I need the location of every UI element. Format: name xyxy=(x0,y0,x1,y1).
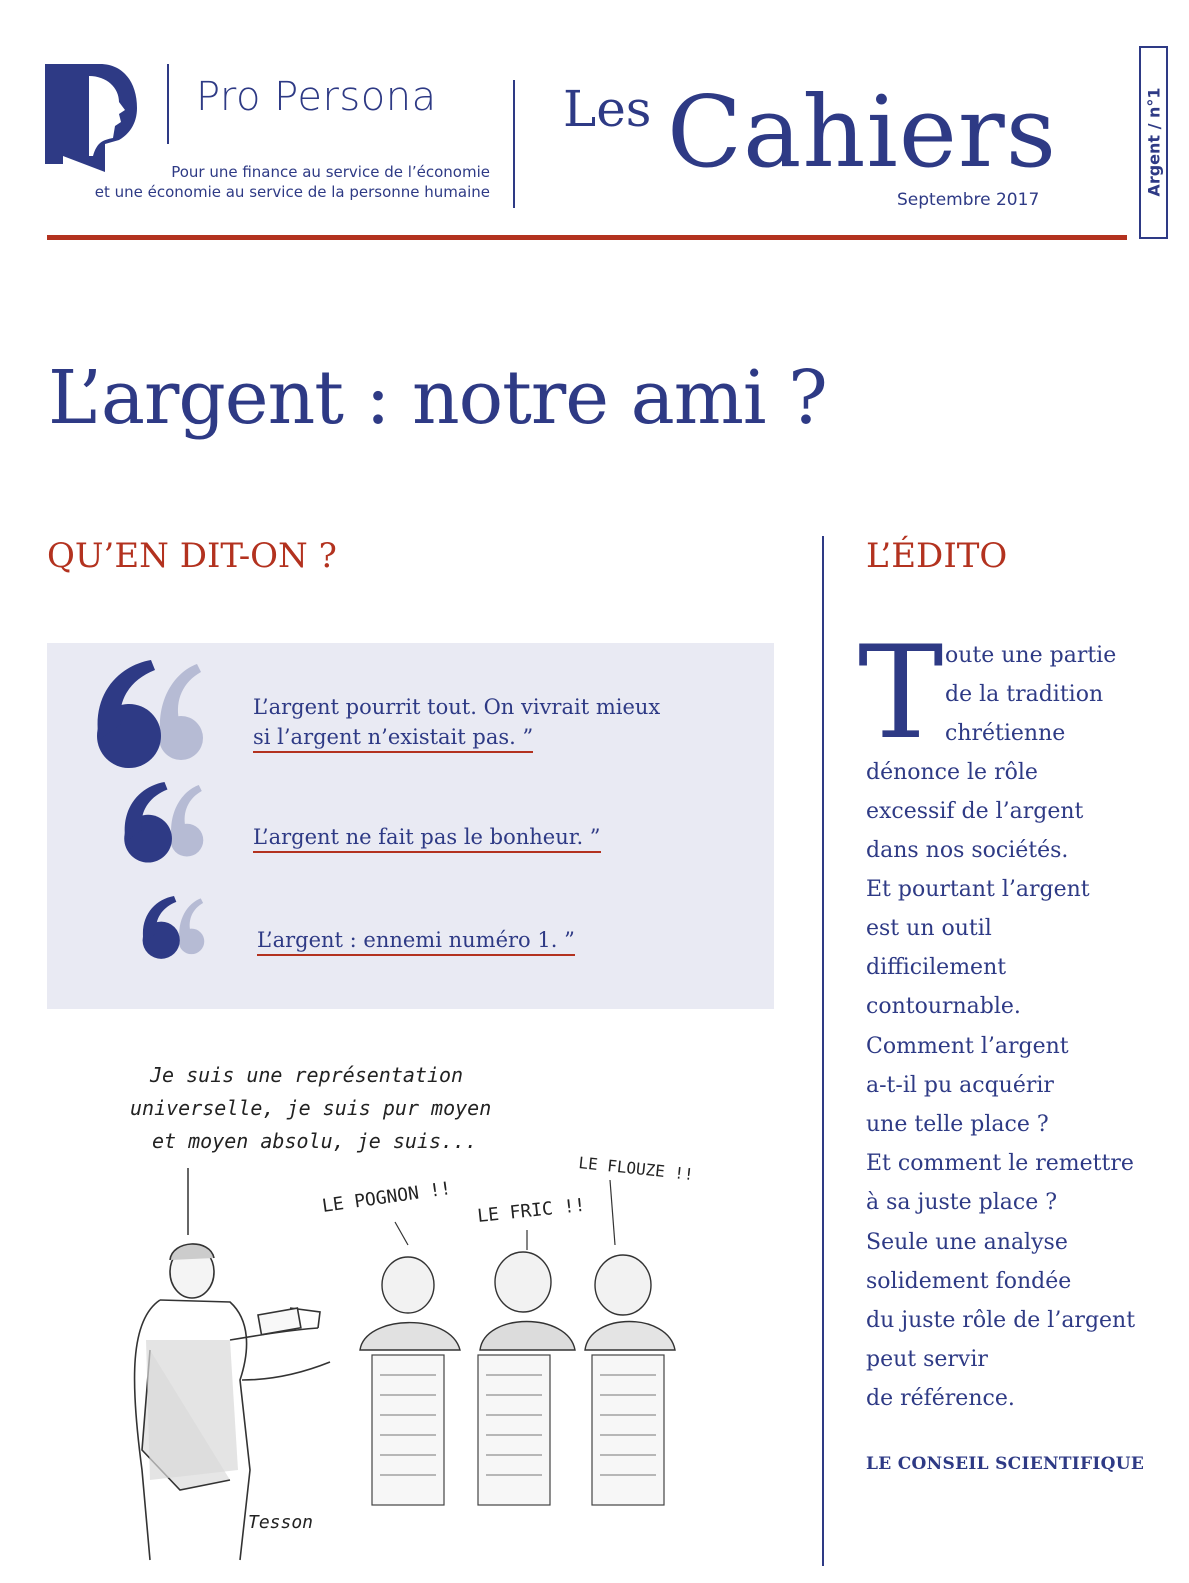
edito-line: est un outil xyxy=(866,916,992,941)
masthead-les: Les xyxy=(563,80,652,138)
header-separator xyxy=(513,80,515,208)
section-heading-edito: L’ÉDITO xyxy=(866,536,1008,576)
quote-2 xyxy=(253,822,601,852)
edito-line: une telle place ? xyxy=(866,1112,1049,1137)
edito-line: oute une partie xyxy=(945,643,1117,668)
edito-line: dans nos sociétés. xyxy=(866,838,1069,863)
edito-line: de la tradition xyxy=(945,682,1104,707)
quote-mark-icon xyxy=(95,660,207,770)
pro-persona-logo-icon xyxy=(45,64,140,172)
issue-date: Septembre 2017 xyxy=(897,190,1040,210)
quote-mark-icon xyxy=(122,782,207,864)
edito-line: Comment l’argent xyxy=(866,1034,1069,1059)
edito-line: solidement fondée xyxy=(866,1269,1072,1294)
edito-line: Et pourtant l’argent xyxy=(866,877,1090,902)
quote-3-line-1: L’argent : ennemi numéro 1. ” xyxy=(257,928,575,956)
edito-line: de référence. xyxy=(866,1386,1015,1411)
tagline-line: et une économie au service de la personne humaine xyxy=(94,183,490,201)
edito-line: peut servir xyxy=(866,1347,988,1372)
masthead-cahiers: Cahiers xyxy=(667,76,1058,190)
edito-signature: LE CONSEIL SCIENTIFIQUE xyxy=(866,1454,1145,1474)
edito-line: difficilement xyxy=(866,955,1007,980)
brand-name: Pro Persona xyxy=(196,74,437,120)
cartoon-speech-line: universelle, je suis pur moyen xyxy=(130,1096,492,1120)
logo-separator xyxy=(167,64,169,144)
cartoon-illustration xyxy=(90,1050,740,1565)
edito-line: à sa juste place ? xyxy=(866,1190,1058,1215)
section-heading-quotes: QU’EN DIT-ON ? xyxy=(47,536,337,576)
header-rule xyxy=(47,235,1127,240)
page-title: L’argent : notre ami ? xyxy=(48,355,827,441)
issue-label: Argent / n°1 xyxy=(1144,87,1164,197)
edito-line: chrétienne xyxy=(945,721,1066,746)
quote-3 xyxy=(257,925,575,955)
cartoon-speech-line: Je suis une représentation xyxy=(150,1063,464,1087)
cartoon-shout: LE FRIC !! xyxy=(476,1194,587,1227)
cartoon-shout: LE FLOUZE !! xyxy=(577,1153,695,1185)
edito-line: du juste rôle de l’argent xyxy=(866,1308,1136,1333)
tagline-line: Pour une finance au service de l’économie xyxy=(171,163,490,181)
quote-mark-icon xyxy=(141,896,207,960)
quote-2-line-1: L’argent ne fait pas le bonheur. ” xyxy=(253,825,601,853)
edito-line: a-t-il pu acquérir xyxy=(866,1073,1054,1098)
edito-line: Et comment le remettre xyxy=(866,1151,1134,1176)
quote-1-line-1: L’argent pourrit tout. On vivrait mieux xyxy=(253,695,661,719)
quote-1-line-2: si l’argent n’existait pas. ” xyxy=(253,725,533,753)
edito-line: contournable. xyxy=(866,994,1021,1019)
edito-dropcap: T xyxy=(858,619,944,768)
edito-line: Seule une analyse xyxy=(866,1230,1068,1255)
cartoon-shout: LE POGNON !! xyxy=(320,1178,453,1217)
cartoon-signature: Tesson xyxy=(248,1512,314,1533)
column-divider xyxy=(822,536,824,1566)
cartoon-speech-line: et moyen absolu, je suis... xyxy=(152,1129,478,1153)
quote-1 xyxy=(253,692,660,752)
edito-line: excessif de l’argent xyxy=(866,799,1084,824)
brand-tagline xyxy=(50,162,490,202)
edito-line: dénonce le rôle xyxy=(866,760,1038,785)
